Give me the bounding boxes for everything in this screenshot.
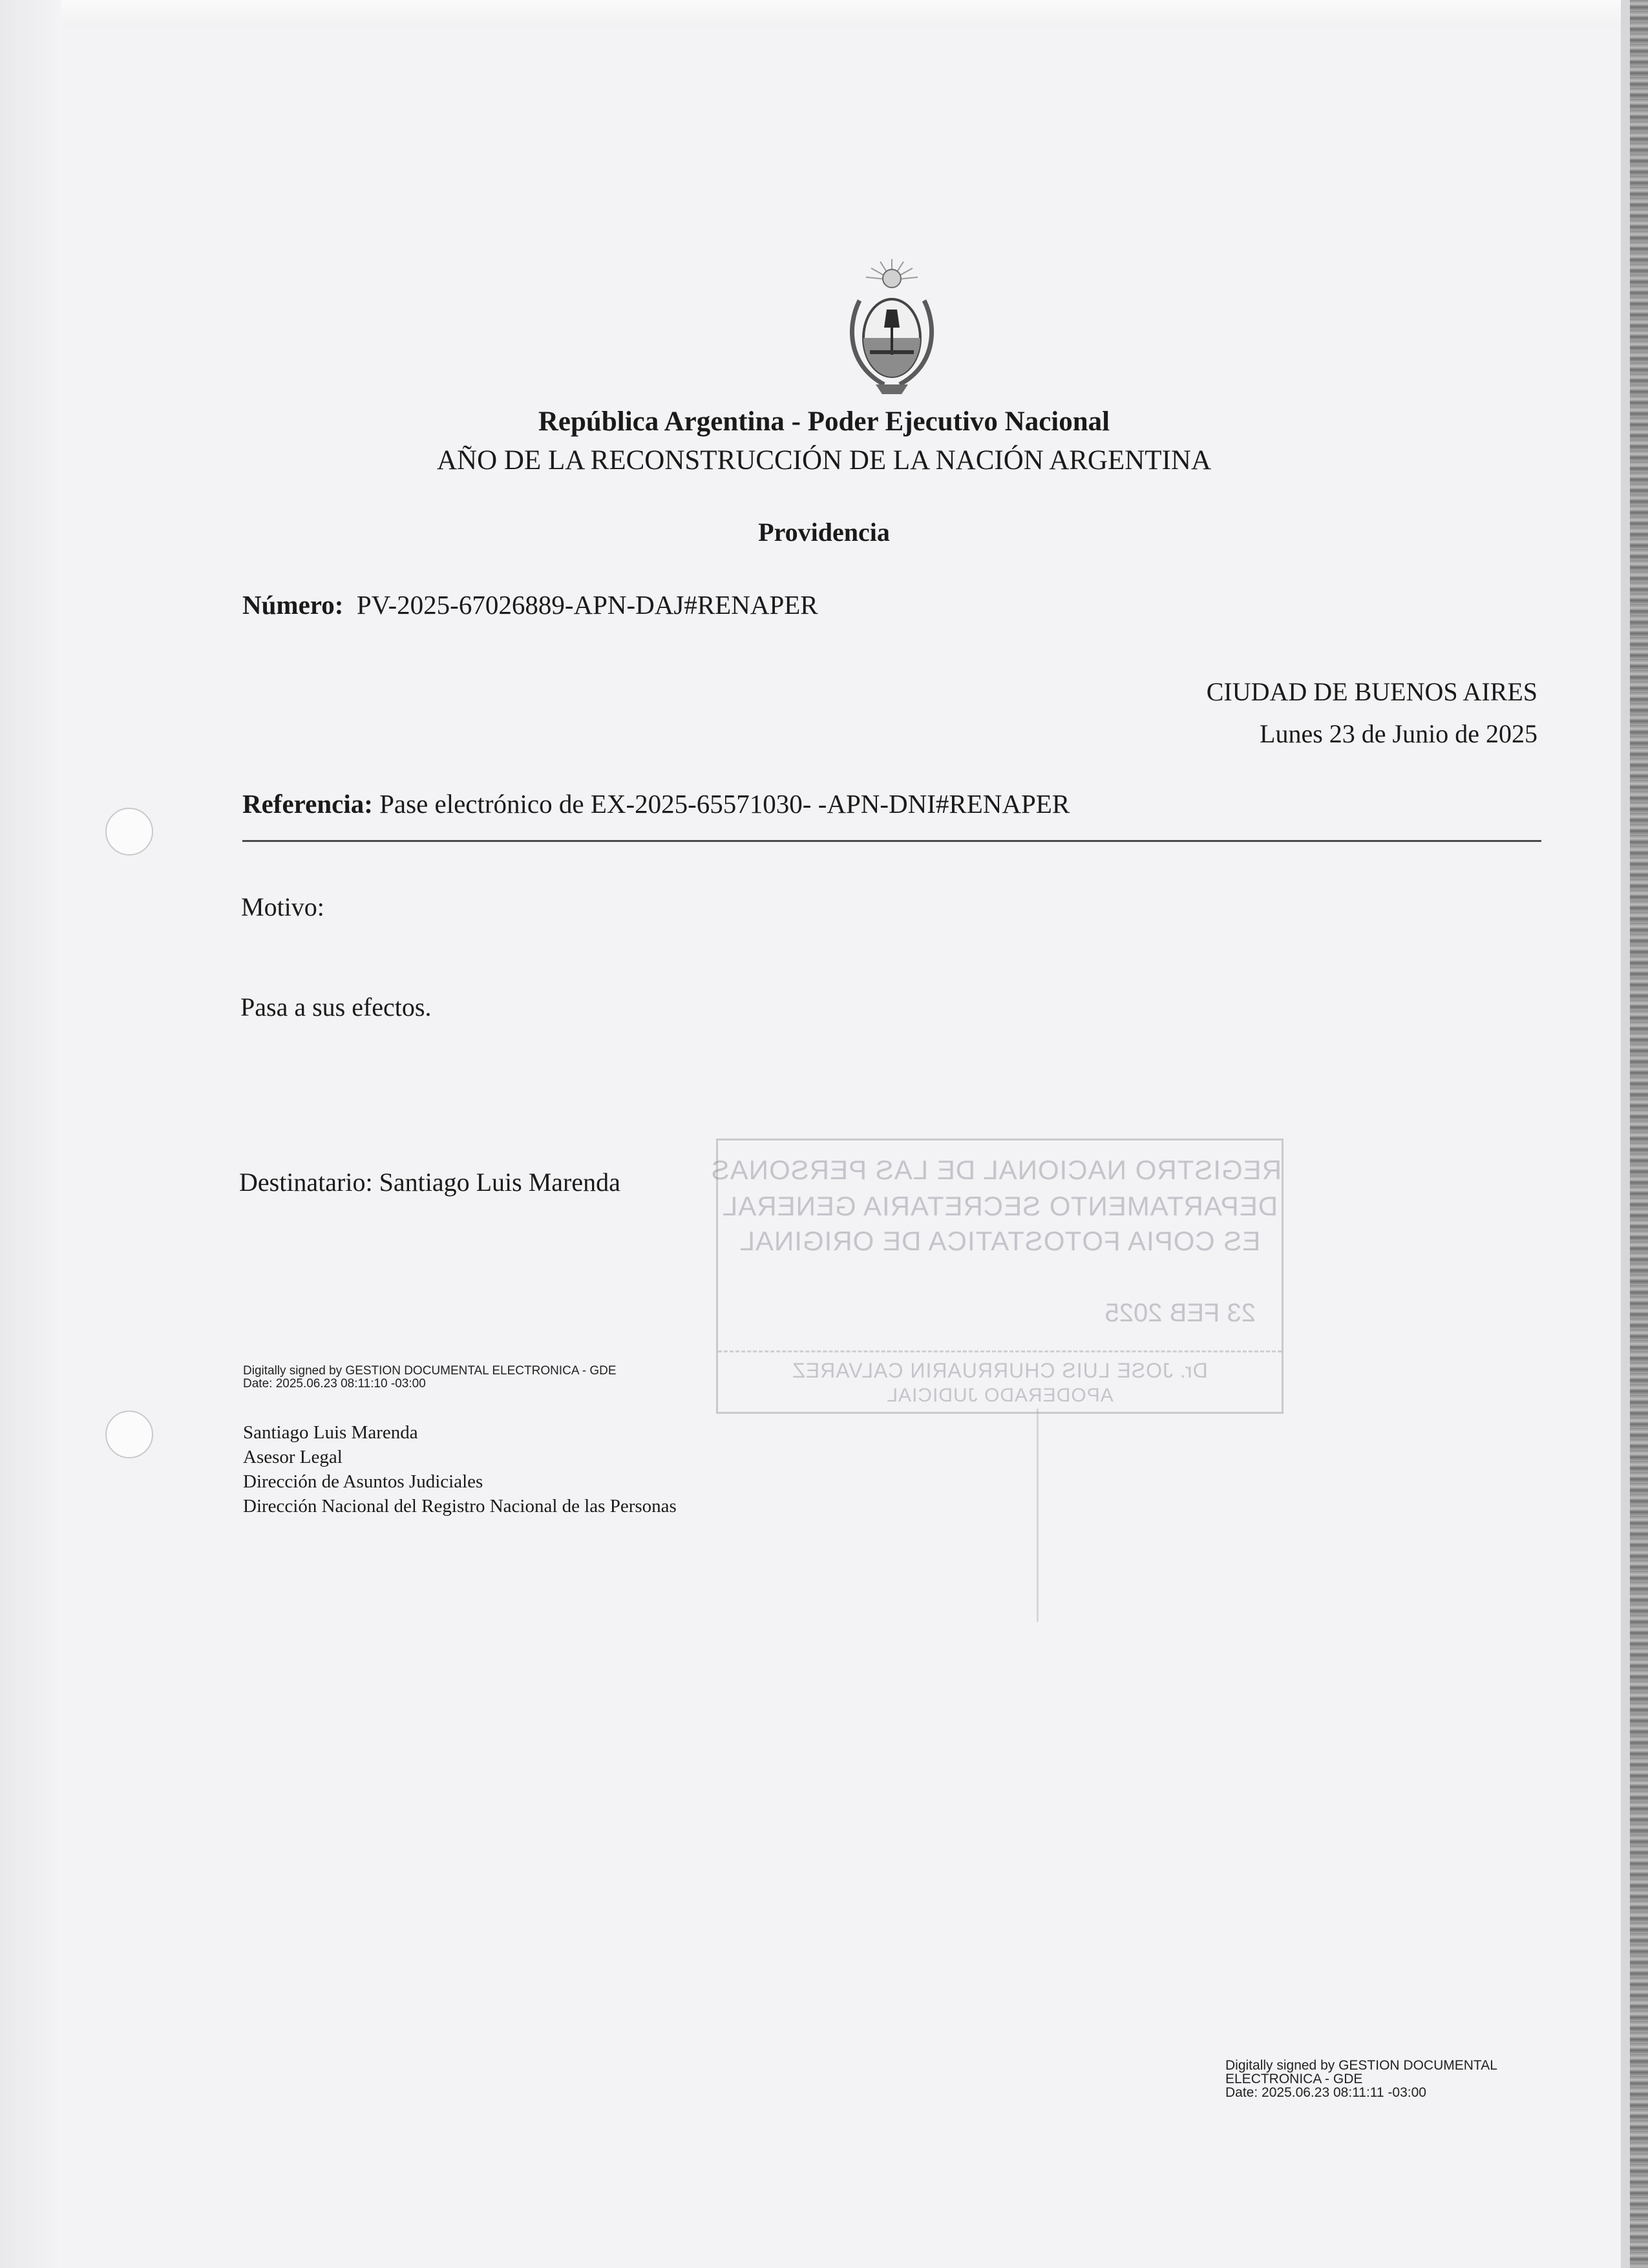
signer-role: Asesor Legal xyxy=(243,1447,343,1467)
digital-signature-1 xyxy=(243,1365,617,1391)
document-number-label: Número: xyxy=(242,590,344,620)
header-subtitle: AÑO DE LA RECONSTRUCCIÓN DE LA NACIÓN ARGENTINA xyxy=(436,445,1212,476)
punch-hole-top xyxy=(105,808,153,856)
signature-1-line-2: Date: 2025.06.23 08:11:10 -03:00 xyxy=(243,1377,426,1391)
paper-crease xyxy=(1037,1409,1039,1622)
stamp-line-4: Dr. JOSE LUIS CHURRUARIN CALVAREZ xyxy=(792,1359,1208,1382)
signature-2-line-1: Digitally signed by GESTION DOCUMENTAL xyxy=(1225,2058,1497,2073)
scan-top-strip xyxy=(0,0,1648,28)
signer-agency: Dirección Nacional del Registro Nacional de las Personas xyxy=(243,1496,677,1517)
stamp-line-5: APODERADO JUDICIAL xyxy=(886,1385,1114,1406)
argentina-coat-of-arms-icon xyxy=(840,255,944,401)
stamp-line-1: REGISTRO NACIONAL DE LAS PERSONAS xyxy=(710,1155,1282,1185)
reference-value: Pase electrónico de EX-2025-65571030- -APN-DNI#RENAPER xyxy=(379,789,1070,819)
document-reference xyxy=(242,788,1070,819)
scan-edge-right xyxy=(1630,0,1648,2268)
signer-name: Santiago Luis Marenda xyxy=(243,1422,418,1443)
header-title: República Argentina - Poder Ejecutivo Nacional xyxy=(538,406,1110,437)
document-date: Lunes 23 de Junio de 2025 xyxy=(1260,719,1537,748)
header-divider xyxy=(242,840,1541,842)
punch-hole-bottom xyxy=(105,1411,153,1458)
document-number xyxy=(242,589,818,620)
scan-edge-right-inner xyxy=(1621,0,1630,2268)
signature-2-line-2: ELECTRONICA - GDE xyxy=(1225,2072,1363,2086)
stamp-date: 23 FEB 2025 xyxy=(1104,1299,1256,1327)
stamp-line-3: ES COPIA FOTOSTATICA DE ORIGINAL xyxy=(739,1226,1261,1256)
stamp-divider xyxy=(718,1350,1282,1352)
digital-signature-2 xyxy=(1225,2059,1497,2099)
certification-stamp xyxy=(710,1139,1284,1414)
stamp-line-2: DEPARTAMENTO SECRETARIA GENERAL xyxy=(721,1191,1278,1221)
reference-label: Referencia: xyxy=(242,789,373,819)
recipient: Destinatario: Santiago Luis Marenda xyxy=(239,1168,620,1197)
document-type: Providencia xyxy=(758,518,890,547)
signature-2-line-3: Date: 2025.06.23 08:11:11 -03:00 xyxy=(1225,2085,1426,2100)
body-text: Pasa a sus efectos. xyxy=(240,992,432,1022)
scan-edge-left xyxy=(0,0,61,2268)
signer-office: Dirección de Asuntos Judiciales xyxy=(243,1471,483,1492)
signer-block xyxy=(243,1420,677,1518)
document-number-value: PV-2025-67026889-APN-DAJ#RENAPER xyxy=(356,590,818,620)
motivo-label: Motivo: xyxy=(241,892,324,921)
signature-1-line-1: Digitally signed by GESTION DOCUMENTAL ELECTRONICA - GDE xyxy=(243,1364,617,1378)
document-city: CIUDAD DE BUENOS AIRES xyxy=(1206,677,1537,706)
